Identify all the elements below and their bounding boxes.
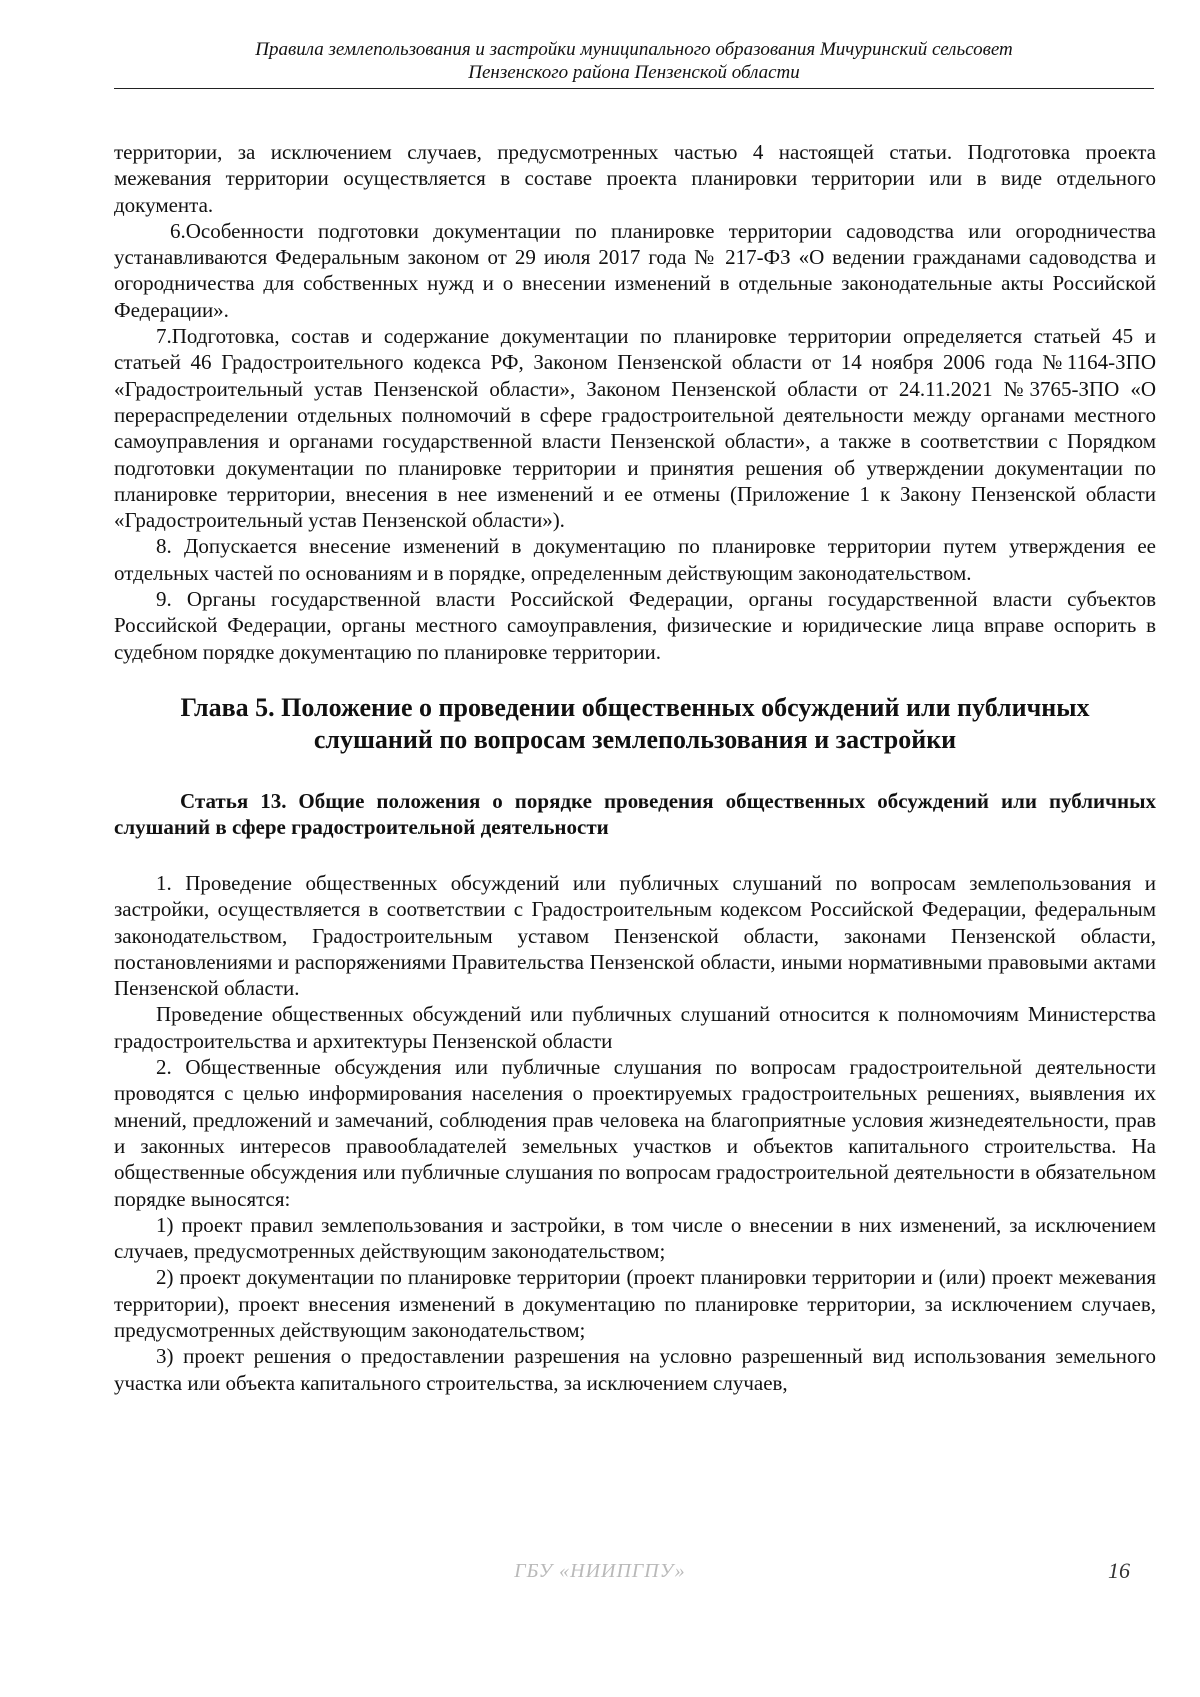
paragraph-item-6: 6.Особенности подготовки документации по планировке территории садоводства или огородничества устанавливаются Федеральным законом от 29 июля 2017 года № 217-ФЗ «О ведении гражданами садоводства и огородничества для собственных нужд и о внесении изменений в отдельные законодательные акты Российской Федерации». xyxy=(114,218,1156,322)
chapter-heading: Глава 5. Положение о проведении общественных обсуждений или публичных слушаний по вопросам землепользования и застройки xyxy=(180,692,1090,754)
list-item-1: 1) проект правил землепользования и застройки, в том числе о внесении в них изменений, за исключением случаев, предусмотренных действующим законодательством; xyxy=(114,1212,1156,1264)
list-item-3: 3) проект решения о предоставлении разрешения на условно разрешенный вид использования земельного участка или объекта капитального строительства, за исключением случаев, xyxy=(114,1344,1156,1395)
header-rule xyxy=(114,88,1154,89)
paragraph-article-item-2: 2. Общественные обсуждения или публичные слушания по вопросам градостроительной деятельности проводятся с целью информирования населения о проектируемых градостроительных решениях, выявления их мнений, предложений и замечаний, соблюдения прав человека на благоприятные условия жизнедеятельности, прав и законных интересов правообладателей земельных участков и объектов капитального строительства. На общественные обсуждения или публичные слушания по вопросам градостроительной деятельности в обязательном порядке выносятся: xyxy=(114,1055,1156,1211)
list-item-2: 2) проект документации по планировке территории (проект планировки территории и (или) проект межевания территории), проект внесения изменений в документацию по планировке территории, за исключением случаев, предусмотренных действующим законодательством; xyxy=(114,1265,1156,1342)
paragraph-item-9: 9. Органы государственной власти Российской Федерации, органы государственной власти субъектов Российской Федерации, органы местного самоуправления, физические и юридические лица вправе оспорить в судебном порядке документацию по планировке территории. xyxy=(114,587,1156,664)
article-heading: Статья 13. Общие положения о порядке проведения общественных обсуждений или публичных слушаний в сфере градостроительной деятельности xyxy=(114,788,1156,839)
paragraph-item-7: 7.Подготовка, состав и содержание документации по планировке территории определяется статьей 45 и статьей 46 Градостроительного кодекса РФ, Законом Пензенской области от 14 ноября 2006 года №1164-ЗПО «Градостроительный устав Пензенской области», Законом Пензенской области от 24.11.2021 №3765-ЗПО «О перераспределении отдельных полномочий в сфере градостроительной деятельности между органами местного самоуправления и органами государственной власти Пензенской области», а также в соответствии с Порядком подготовки документации по планировке территории и принятия решения об утверждении документации по планировке территории, внесения в нее изменений и ее отмены (Приложение 1 к Закону Пензенской области «Градостроительный устав Пензенской области»). xyxy=(114,324,1156,533)
paragraph-ministry-authority: Проведение общественных обсуждений или публичных слушаний относится к полномочиям Министерства градостроительства и архитектуры Пензенской области xyxy=(114,1002,1156,1053)
paragraph-item-8: 8. Допускается внесение изменений в документацию по планировке территории путем утверждения ее отдельных частей по основаниям и в порядке, определенным действующим законодательством. xyxy=(114,534,1156,585)
running-header xyxy=(114,38,1154,84)
paragraph-continuation: территории, за исключением случаев, предусмотренных частью 4 настоящей статьи. Подготовка проекта межевания территории осуществляется в составе проекта планировки территории или в виде отдельного документа. xyxy=(114,140,1156,217)
document-body xyxy=(114,139,1156,1396)
paragraph-article-item-1: 1. Проведение общественных обсуждений или публичных слушаний по вопросам землепользования и застройки, осуществляется в соответствии с Градостроительным кодексом Российской Федерации, федеральным законодательством, Градостроительным уставом Пензенской области, законами Пензенской области, постановлениями и распоряжениями Правительства Пензенской области, иными нормативными правовыми актами Пензенской области. xyxy=(114,870,1156,1001)
header-line-1: Правила землепользования и застройки муниципального образования Мичуринский сельсовет xyxy=(255,39,1013,60)
page-number: 16 xyxy=(1108,1558,1130,1583)
footer-organization: ГБУ «НИИПГПУ» xyxy=(514,1560,686,1582)
header-line-2: Пензенского района Пензенской области xyxy=(468,62,800,83)
